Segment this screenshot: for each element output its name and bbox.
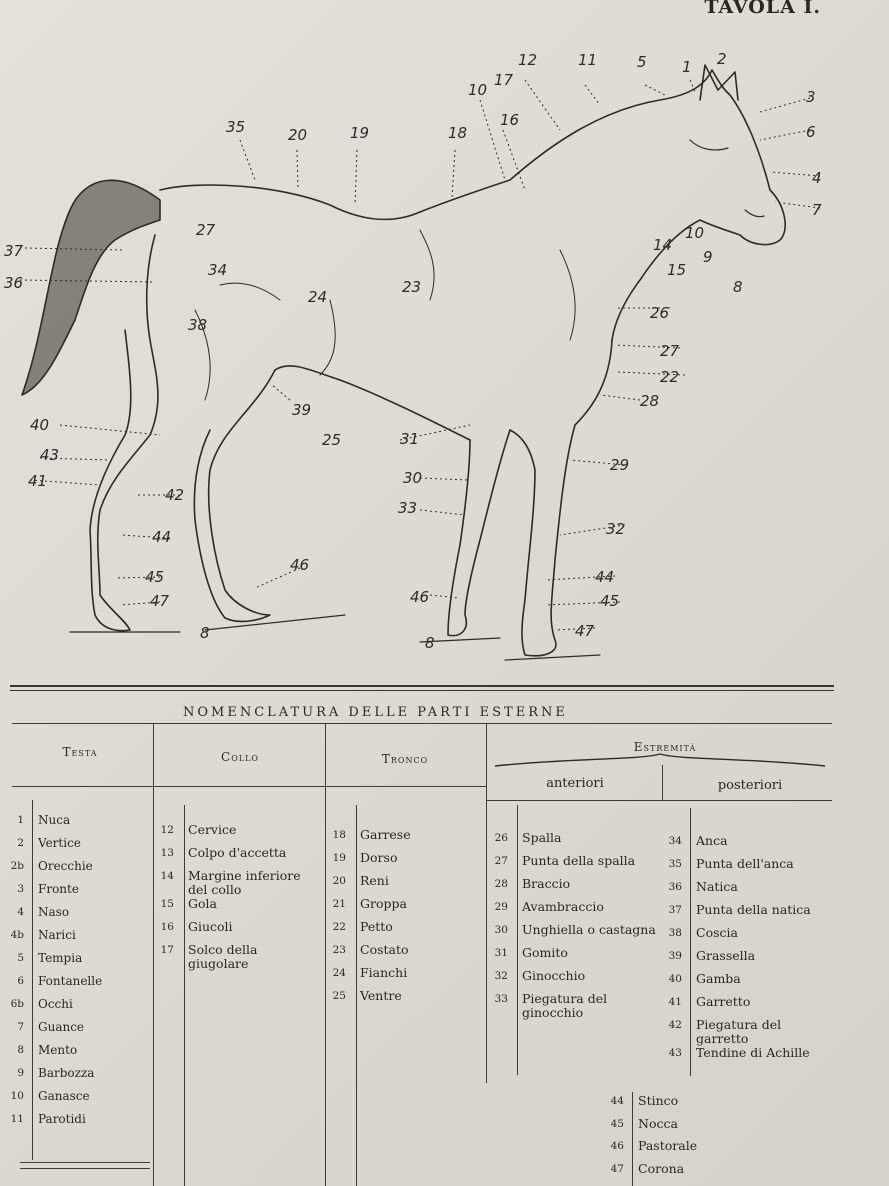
figure-label: 5 xyxy=(637,53,647,71)
column-divider xyxy=(662,765,663,800)
column-posteriori xyxy=(664,834,836,1069)
table-row xyxy=(606,1139,758,1162)
figure-label: 47 xyxy=(575,622,595,640)
table-row xyxy=(8,997,148,1020)
divider xyxy=(12,786,486,787)
horse-illustration xyxy=(0,40,889,680)
column-testa xyxy=(8,813,148,1135)
table-row xyxy=(490,923,657,946)
entry-number: 14 xyxy=(160,870,174,882)
figure-label: 6 xyxy=(806,123,816,141)
entry-label: Narici xyxy=(38,928,76,942)
figure-label: 15 xyxy=(667,261,687,279)
figure-label: 4 xyxy=(812,169,822,187)
figure-label: 40 xyxy=(30,416,50,434)
table-row xyxy=(158,846,318,869)
entry-label: Gomito xyxy=(522,945,568,960)
entry-label: Nocca xyxy=(638,1115,678,1131)
table-row xyxy=(330,897,470,920)
table-row xyxy=(8,1043,148,1066)
entry-label: Avambraccio xyxy=(522,899,604,914)
figure-label: 36 xyxy=(4,274,24,292)
table-row xyxy=(664,972,836,995)
figure-label: 20 xyxy=(288,126,308,144)
entry-label: Unghiella o castagna xyxy=(522,922,656,937)
entry-number: 12 xyxy=(160,824,174,836)
page-title: TAVOLA I. xyxy=(704,0,821,18)
figure-label: 1 xyxy=(682,58,692,76)
entry-number: 1 xyxy=(17,814,24,826)
table-row xyxy=(490,900,657,923)
entry-label: Groppa xyxy=(360,896,407,911)
entry-label: Corona xyxy=(638,1160,685,1176)
entry-number: 5 xyxy=(17,952,24,964)
figure-label: 44 xyxy=(152,528,172,546)
column-anteriori xyxy=(490,831,657,1020)
figure-label: 17 xyxy=(494,71,514,89)
entry-number: 16 xyxy=(160,921,174,933)
table-row xyxy=(490,854,657,877)
header-posteriori: posteriori xyxy=(717,778,783,793)
table-row xyxy=(330,920,470,943)
table-row xyxy=(8,1089,148,1112)
entry-number: 28 xyxy=(494,878,508,890)
entry-number: 47 xyxy=(610,1162,624,1175)
figure-label: 7 xyxy=(812,201,822,219)
entry-label: Piegatura del ginocchio xyxy=(522,991,608,1020)
header-anteriori: anteriori xyxy=(546,776,604,791)
entry-number: 7 xyxy=(17,1021,24,1033)
entry-number: 27 xyxy=(494,855,508,867)
entry-label: Occhi xyxy=(38,997,73,1011)
bottom-rule xyxy=(20,1162,150,1163)
table-row xyxy=(8,951,148,974)
figure-label: 18 xyxy=(448,124,468,142)
entry-number: 38 xyxy=(668,927,682,939)
figure-label: 8 xyxy=(200,624,210,642)
header-estremita: Estremità xyxy=(633,740,697,754)
entry-label: Fronte xyxy=(38,882,79,896)
entry-label: Guance xyxy=(38,1020,85,1034)
entry-number: 29 xyxy=(494,901,508,913)
figure-label: 29 xyxy=(610,456,630,474)
table-row xyxy=(490,831,657,854)
table-row xyxy=(158,823,318,846)
entry-number: 44 xyxy=(610,1095,624,1107)
entry-number: 15 xyxy=(160,898,174,910)
entry-number: 2 xyxy=(17,837,24,849)
figure-label: 27 xyxy=(660,342,680,360)
column-divider xyxy=(486,723,487,1083)
entry-number: 41 xyxy=(668,996,682,1008)
entry-number: 19 xyxy=(332,852,346,864)
figure-label: 24 xyxy=(308,288,328,306)
table-title: NOMENCLATURA DELLE PARTI ESTERNE xyxy=(183,705,568,720)
entry-label: Fianchi xyxy=(360,965,408,980)
entry-label: Ginocchio xyxy=(522,968,586,983)
table-row xyxy=(158,943,318,971)
entry-label: Spalla xyxy=(522,830,562,845)
figure-label: 32 xyxy=(606,520,626,538)
entry-number: 2b xyxy=(10,860,24,872)
table-row xyxy=(330,989,470,1012)
figure-label: 3 xyxy=(806,88,816,106)
table-row xyxy=(8,1112,148,1135)
figure-label: 16 xyxy=(500,111,520,129)
entry-label: Barbozza xyxy=(38,1066,95,1080)
entry-label: Petto xyxy=(360,919,393,934)
table-row xyxy=(664,1018,836,1046)
figure-label: 22 xyxy=(660,368,680,386)
entry-number: 30 xyxy=(494,924,508,936)
table-row xyxy=(490,969,657,992)
figure-label: 46 xyxy=(290,556,310,574)
figure-label: 30 xyxy=(403,469,423,487)
entry-number: 4b xyxy=(10,929,24,941)
entry-label: Gamba xyxy=(696,971,741,986)
figure-label: 31 xyxy=(400,430,420,448)
figure-label: 47 xyxy=(150,592,170,610)
leader-lines xyxy=(20,80,820,630)
brace-ornament xyxy=(490,752,830,770)
figure-label: 43 xyxy=(40,446,60,464)
entry-number: 17 xyxy=(160,944,174,956)
table-rule xyxy=(10,690,834,691)
entry-label: Garretto xyxy=(696,994,751,1009)
entry-label: Margine inferiore del collo xyxy=(188,868,301,897)
figure-label: 28 xyxy=(640,392,660,410)
entry-label: Tendine di Achille xyxy=(696,1045,810,1060)
table-rule xyxy=(10,685,834,687)
entry-label: Nuca xyxy=(38,813,71,827)
entry-label: Stinco xyxy=(638,1093,679,1108)
table-row xyxy=(490,946,657,969)
table-row xyxy=(664,949,836,972)
table-row xyxy=(664,903,836,926)
entry-label: Costato xyxy=(360,942,409,957)
entry-number: 22 xyxy=(332,921,346,933)
divider xyxy=(12,723,832,724)
header-testa: Testa xyxy=(62,745,98,759)
divider xyxy=(486,800,832,801)
figure-label: 8 xyxy=(425,634,435,652)
entry-label: Colpo d'accetta xyxy=(188,845,287,860)
entry-number: 42 xyxy=(668,1019,682,1031)
table-row xyxy=(606,1094,758,1117)
figure-label: 45 xyxy=(145,568,165,586)
entry-number: 13 xyxy=(160,847,174,859)
figure-label: 11 xyxy=(578,51,598,69)
table-row xyxy=(8,905,148,928)
entry-label: Mento xyxy=(38,1043,78,1057)
table-row xyxy=(664,1046,836,1069)
figure-label: 39 xyxy=(292,401,312,419)
entry-label: Vertice xyxy=(38,836,81,850)
entry-label: Grassella xyxy=(696,948,756,963)
table-row xyxy=(8,974,148,997)
entry-label: Piegatura del garretto xyxy=(696,1017,782,1046)
entry-label: Fontanelle xyxy=(38,974,103,988)
figure-label: 34 xyxy=(208,261,228,279)
entry-label: Ganasce xyxy=(38,1089,90,1103)
entry-number: 6 xyxy=(17,975,24,987)
table-row xyxy=(8,859,148,882)
entry-label: Coscia xyxy=(696,925,738,940)
entry-label: Dorso xyxy=(360,850,398,865)
entry-number: 6b xyxy=(10,998,24,1010)
horse-outline xyxy=(22,65,785,660)
entry-label: Punta della natica xyxy=(696,902,811,917)
figure-label: 26 xyxy=(650,304,670,322)
entry-number: 31 xyxy=(494,947,508,959)
header-tronco: Tronco xyxy=(381,752,429,766)
entry-number: 23 xyxy=(332,944,346,956)
table-row xyxy=(330,851,470,874)
entry-number: 24 xyxy=(332,967,346,979)
table-row xyxy=(490,992,657,1020)
table-row xyxy=(330,874,470,897)
entry-number: 45 xyxy=(610,1117,624,1130)
entry-number: 11 xyxy=(10,1113,24,1125)
entry-number: 10 xyxy=(10,1090,24,1102)
table-row xyxy=(8,813,148,836)
figure-label: 46 xyxy=(410,588,430,606)
entry-label: Parotidi xyxy=(38,1112,86,1126)
figure-label: 23 xyxy=(402,278,422,296)
figure-label: 10 xyxy=(685,224,705,242)
entry-label: Garrese xyxy=(360,827,411,842)
entry-number: 8 xyxy=(17,1044,24,1056)
entry-number: 34 xyxy=(668,835,682,847)
entry-label: Anca xyxy=(696,833,728,848)
entry-number: 20 xyxy=(332,875,346,887)
table-row xyxy=(8,1066,148,1089)
figure-label: 2 xyxy=(717,50,727,68)
entry-number: 3 xyxy=(17,883,24,895)
figure-label: 44 xyxy=(595,568,615,586)
entry-label: Reni xyxy=(360,873,389,888)
table-row xyxy=(664,880,836,903)
table-row xyxy=(8,836,148,859)
figure-label: 38 xyxy=(188,316,208,334)
header-collo: Collo xyxy=(221,750,259,764)
figure-label: 33 xyxy=(398,499,418,517)
figure-label: 8 xyxy=(733,278,743,296)
figure-label: 12 xyxy=(518,51,538,69)
table-row xyxy=(664,857,836,880)
table-row xyxy=(8,1020,148,1043)
column-divider xyxy=(325,723,326,1186)
column-collo xyxy=(158,823,318,971)
figure-label: 27 xyxy=(196,221,216,239)
table-row xyxy=(158,869,318,897)
figure-label: 9 xyxy=(703,248,713,266)
entry-number: 35 xyxy=(668,858,682,870)
entry-number: 40 xyxy=(668,973,682,985)
table-row xyxy=(664,926,836,949)
table-row xyxy=(330,943,470,966)
entry-number: 33 xyxy=(494,993,508,1005)
entry-label: Giucoli xyxy=(188,919,233,934)
table-row xyxy=(330,828,470,851)
figure-label: 41 xyxy=(28,472,48,490)
entry-number: 9 xyxy=(17,1067,24,1079)
table-row xyxy=(158,920,318,943)
entry-number: 18 xyxy=(332,829,346,841)
entry-label: Solco della giugolare xyxy=(188,942,258,971)
entry-label: Orecchie xyxy=(38,859,93,873)
figure-label: 14 xyxy=(653,236,673,254)
entry-label: Punta della spalla xyxy=(522,853,636,868)
entry-label: Punta dell'anca xyxy=(696,856,794,871)
table-row xyxy=(664,995,836,1018)
entry-label: Naso xyxy=(38,905,70,919)
entry-number: 32 xyxy=(494,970,508,982)
table-row xyxy=(158,897,318,920)
entry-number: 46 xyxy=(610,1140,624,1152)
table-row xyxy=(664,834,836,857)
column-comuni xyxy=(606,1094,758,1184)
figure-label: 19 xyxy=(350,124,370,142)
table-row xyxy=(606,1117,758,1140)
figure-label: 10 xyxy=(468,81,488,99)
entry-number: 43 xyxy=(668,1047,682,1059)
entry-label: Braccio xyxy=(522,876,571,891)
column-tronco xyxy=(330,828,470,1012)
entry-label: Gola xyxy=(188,896,217,911)
figure-label: 25 xyxy=(322,431,342,449)
table-row xyxy=(8,928,148,951)
entry-number: 21 xyxy=(332,898,346,910)
entry-number: 4 xyxy=(17,906,24,918)
entry-number: 25 xyxy=(332,990,346,1002)
entry-label: Natica xyxy=(696,879,738,894)
column-divider xyxy=(153,723,154,1186)
entry-label: Tempia xyxy=(38,951,83,965)
figure-label: 35 xyxy=(226,118,246,136)
figure-label: 37 xyxy=(4,242,24,260)
entry-label: Pastorale xyxy=(638,1138,698,1153)
entry-number: 26 xyxy=(494,832,508,844)
table-row xyxy=(490,877,657,900)
bottom-rule xyxy=(20,1168,150,1169)
entry-number: 36 xyxy=(668,881,682,893)
entry-label: Cervice xyxy=(188,822,237,837)
entry-number: 39 xyxy=(668,950,682,962)
table-row xyxy=(606,1162,758,1185)
table-row xyxy=(330,966,470,989)
figure-label: 42 xyxy=(165,486,185,504)
figure-label: 45 xyxy=(600,592,620,610)
table-row xyxy=(8,882,148,905)
entry-label: Ventre xyxy=(360,988,402,1003)
entry-number: 37 xyxy=(668,904,682,916)
